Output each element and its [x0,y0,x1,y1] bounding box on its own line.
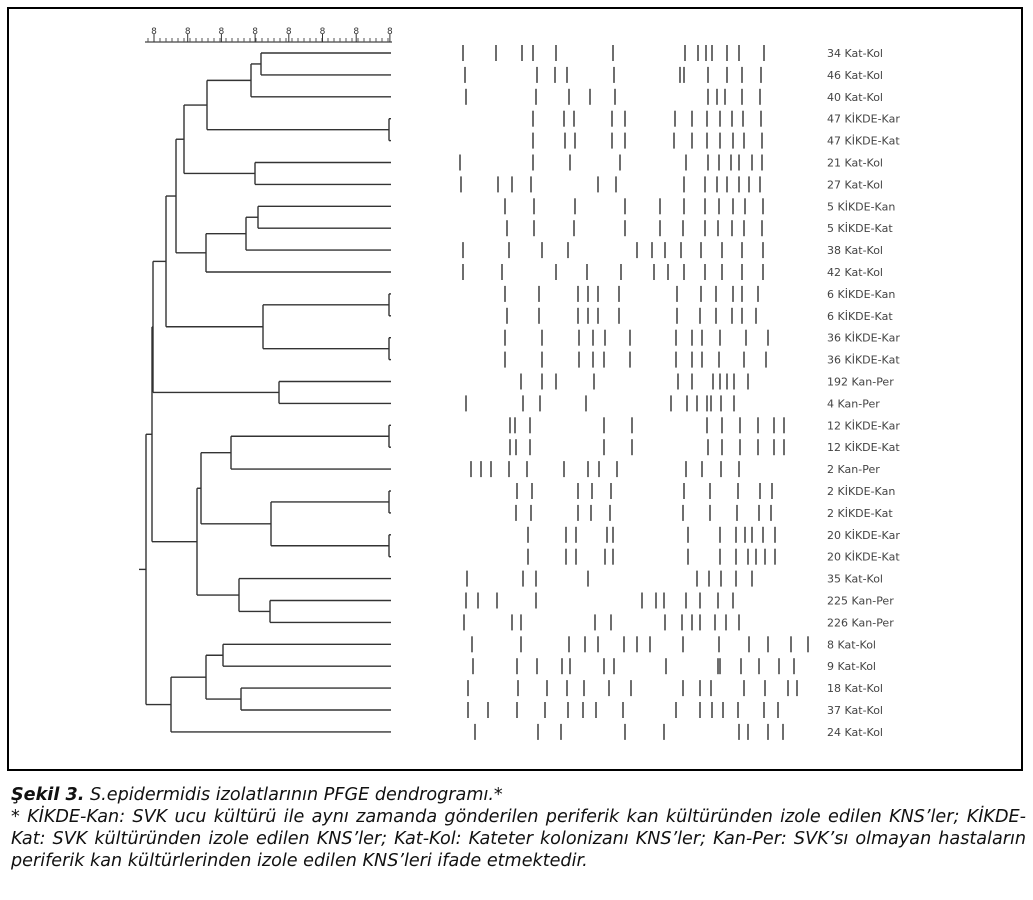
scale-tick-label: 8 [285,27,292,37]
isolate-label: 18 Kat-Kol [827,682,883,696]
isolate-label: 8 Kat-Kol [827,638,876,652]
isolate-label: 38 Kat-Kol [827,244,883,258]
dendrogram-tree [139,53,391,732]
isolate-label: 2 Kan-Per [827,463,880,477]
isolate-label: 24 Kat-Kol [827,725,883,739]
scale-tick-label: 8 [218,27,225,37]
isolate-label: 20 KİKDE-Kar [827,528,900,542]
isolate-label: 9 Kat-Kol [827,660,876,674]
dendrogram-figure [9,9,1021,769]
isolate-labels [827,47,900,739]
isolate-label: 27 Kat-Kol [827,178,883,192]
isolate-label: 6 KİKDE-Kan [827,287,896,301]
pfge-band-lanes [460,45,808,740]
isolate-label: 226 Kan-Per [827,616,894,630]
isolate-label: 42 Kat-Kol [827,266,883,279]
figure-frame [7,7,1023,771]
isolate-label: 37 Kat-Kol [827,704,883,717]
isolate-label: 2 KİKDE-Kat [827,506,893,520]
isolate-label: 192 Kan-Per [827,375,894,389]
caption-footnote: * KİKDE-Kan: SVK ucu kültürü ile aynı zamanda gönderilen periferik kan kültüründen izole edilen KNS’ler; KİKDE-Kat: SVK kültüründen izole edilen KNS’ler; Kat-Kol: Kateter kolonizanı KNS’ler; Kan-Per: SVK’sı olmayan hastaların periferik kan kültürlerinden izole edilen KNS’leri ifade etmektedir. [11,807,1026,871]
isolate-label: 5 KİKDE-Kat [827,222,893,236]
figure-label: Şekil 3. [11,785,85,805]
similarity-scale [145,27,393,42]
isolate-label: 225 Kan-Per [827,594,894,608]
isolate-label: 46 Kat-Kol [827,68,883,82]
isolate-label: 34 Kat-Kol [827,47,883,60]
isolate-label: 12 KİKDE-Kar [827,419,900,433]
isolate-label: 12 KİKDE-Kat [827,441,900,455]
isolate-label: 6 KİKDE-Kat [827,309,893,323]
scale-tick-label: 8 [151,27,157,37]
isolate-label: 47 KİKDE-Kat [827,134,900,148]
scale-tick-label: 8 [353,27,360,37]
isolate-label: 36 KİKDE-Kar [827,331,900,345]
scale-tick-label: 8 [184,27,191,37]
caption-title [11,784,1026,806]
isolate-label: 47 KİKDE-Kar [827,112,900,126]
isolate-label: 21 Kat-Kol [827,156,883,170]
isolate-label: 40 Kat-Kol [827,90,883,104]
scale-tick-label: 8 [252,27,258,37]
caption-title-text: S.epidermidis izolatlarının PFGE dendrogramı.* [84,785,503,805]
isolate-label: 2 KİKDE-Kan [827,485,896,498]
isolate-label: 4 Kan-Per [827,397,880,411]
isolate-label: 35 Kat-Kol [827,572,883,586]
isolate-label: 20 KİKDE-Kat [827,550,900,564]
isolate-label: 5 KİKDE-Kan [827,200,896,214]
scale-tick-label: 8 [319,27,326,37]
figure-caption [11,784,1026,872]
scale-tick-label: 8 [387,27,393,37]
isolate-label: 36 KİKDE-Kat [827,353,900,367]
